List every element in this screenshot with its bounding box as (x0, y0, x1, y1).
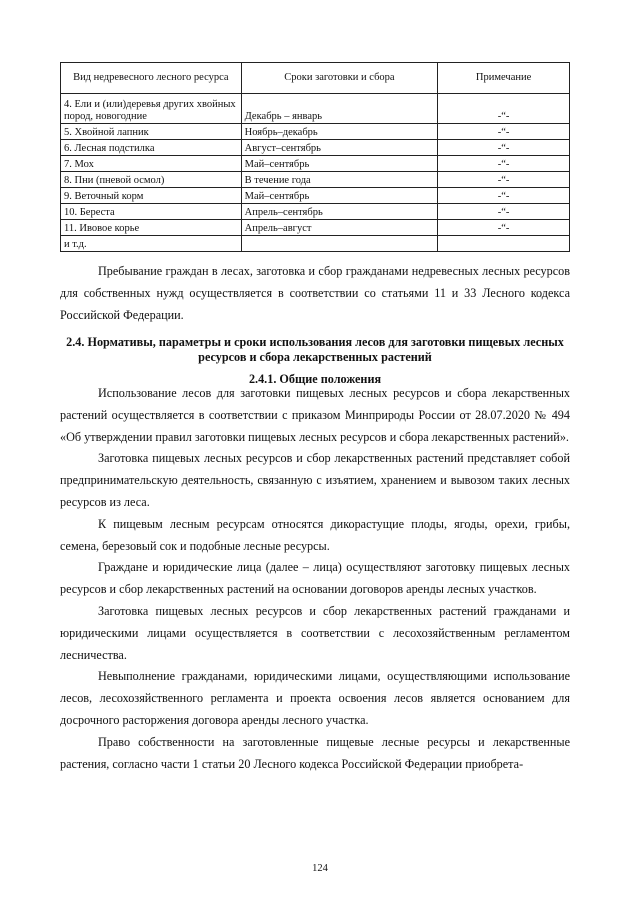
table-cell: 7. Мох (61, 156, 242, 172)
table-cell (438, 236, 570, 252)
table-cell: 5. Хвойной лапник (61, 124, 242, 140)
table-row (61, 204, 570, 220)
paragraph: Пребывание граждан в лесах, заготовка и сбор гражданами недревесных лесных ресурсов для собственных нужд осуществляется в соответствии со статьями 11 и 33 Лесного кодекса Российской Федерации. (60, 264, 570, 322)
paragraph: Заготовка пищевых лесных ресурсов и сбор лекарственных растений представляет собой предпринимательскую деятельность, связанную с изъятием, хранением и вывозом таких лесных ресурсов из леса. (60, 451, 570, 509)
section-heading: 2.4. Нормативы, параметры и сроки использования лесов для заготовки пищевых лесных ресурсов и сбора лекарственных растений (66, 335, 564, 364)
table-cell: -“- (438, 172, 570, 188)
table-row (61, 172, 570, 188)
table-cell: Ноябрь–декабрь (241, 124, 438, 140)
text-block-1 (60, 261, 570, 326)
table-cell: 6. Лесная подстилка (61, 140, 242, 156)
page-number: 124 (312, 863, 328, 874)
table-cell: 11. Ивовое корье (61, 220, 242, 236)
table-cell (241, 236, 438, 252)
table-row (61, 236, 570, 252)
table-header-cell: Сроки заготовки и сбора (241, 63, 438, 94)
resources-table (60, 62, 570, 252)
table-cell: -“- (438, 156, 570, 172)
table-cell: Апрель–сентябрь (241, 204, 438, 220)
table-cell: -“- (438, 94, 570, 124)
table-cell: Декабрь – январь (241, 94, 438, 124)
table-cell: В течение года (241, 172, 438, 188)
table-header-cell: Примечание (438, 63, 570, 94)
section-heading-block (60, 335, 570, 365)
table-header-row (61, 63, 570, 94)
table-row (61, 140, 570, 156)
table-row (61, 156, 570, 172)
paragraph: Заготовка пищевых лесных ресурсов и сбор лекарственных растений гражданами и юридическими лицами осуществляется в соответствии с лесохозяйственным регламентом лесничества. (60, 603, 570, 662)
table-row (61, 124, 570, 140)
table-cell: Апрель–август (241, 220, 438, 236)
paragraph: Право собственности на заготовленные пищевые лесные ресурсы и лекарственные растения, согласно части 1 статьи 20 Лесного кодекса Российской Федерации приобрета- (60, 734, 570, 771)
paragraph: Граждане и юридические лица (далее – лица) осуществляют заготовку пищевых лесных ресурсов и сбор лекарственных растений на основании договоров аренды лесных участков. (60, 560, 570, 597)
paragraph: Невыполнение гражданами, юридическими лицами, осуществляющими использование лесов, лесохозяйственного регламента и проекта освоения лесов является основанием для досрочного расторжения договора аренды лесного участка. (60, 669, 570, 727)
table-cell: Май–сентябрь (241, 188, 438, 204)
table-row (61, 220, 570, 236)
paragraph: Использование лесов для заготовки пищевых лесных ресурсов и сбора лекарственных растений осуществляется в соответствии с приказом Минприроды России от 28.07.2020 № 494 «Об утверждении правил заготовки пищевых лесных ресурсов и сбора лекарственных растений». (60, 386, 570, 444)
table-cell: 9. Веточный корм (61, 188, 242, 204)
table-cell: -“- (438, 188, 570, 204)
table-cell: -“- (438, 140, 570, 156)
table-cell: -“- (438, 124, 570, 140)
table-cell: 4. Ели и (или)деревья других хвойных пород, новогодние (61, 94, 242, 124)
table-cell: -“- (438, 204, 570, 220)
table-header-cell: Вид недревесного лесного ресурса (61, 63, 242, 94)
subsection-heading: 2.4.1. Общие положения (248, 372, 382, 386)
table-cell: Май–сентябрь (241, 156, 438, 172)
table-row (61, 94, 570, 124)
text-block-2 (60, 383, 570, 775)
paragraph: К пищевым лесным ресурсам относятся дикорастущие плоды, ягоды, орехи, грибы, семена, березовый сок и подобные лесные ресурсы. (60, 516, 570, 553)
table-cell: и т.д. (61, 236, 242, 252)
table-cell: -“- (438, 220, 570, 236)
table-cell: 8. Пни (пневой осмол) (61, 172, 242, 188)
table-cell: 10. Береста (61, 204, 242, 220)
table-row (61, 188, 570, 204)
table-cell: Август–сентябрь (241, 140, 438, 156)
